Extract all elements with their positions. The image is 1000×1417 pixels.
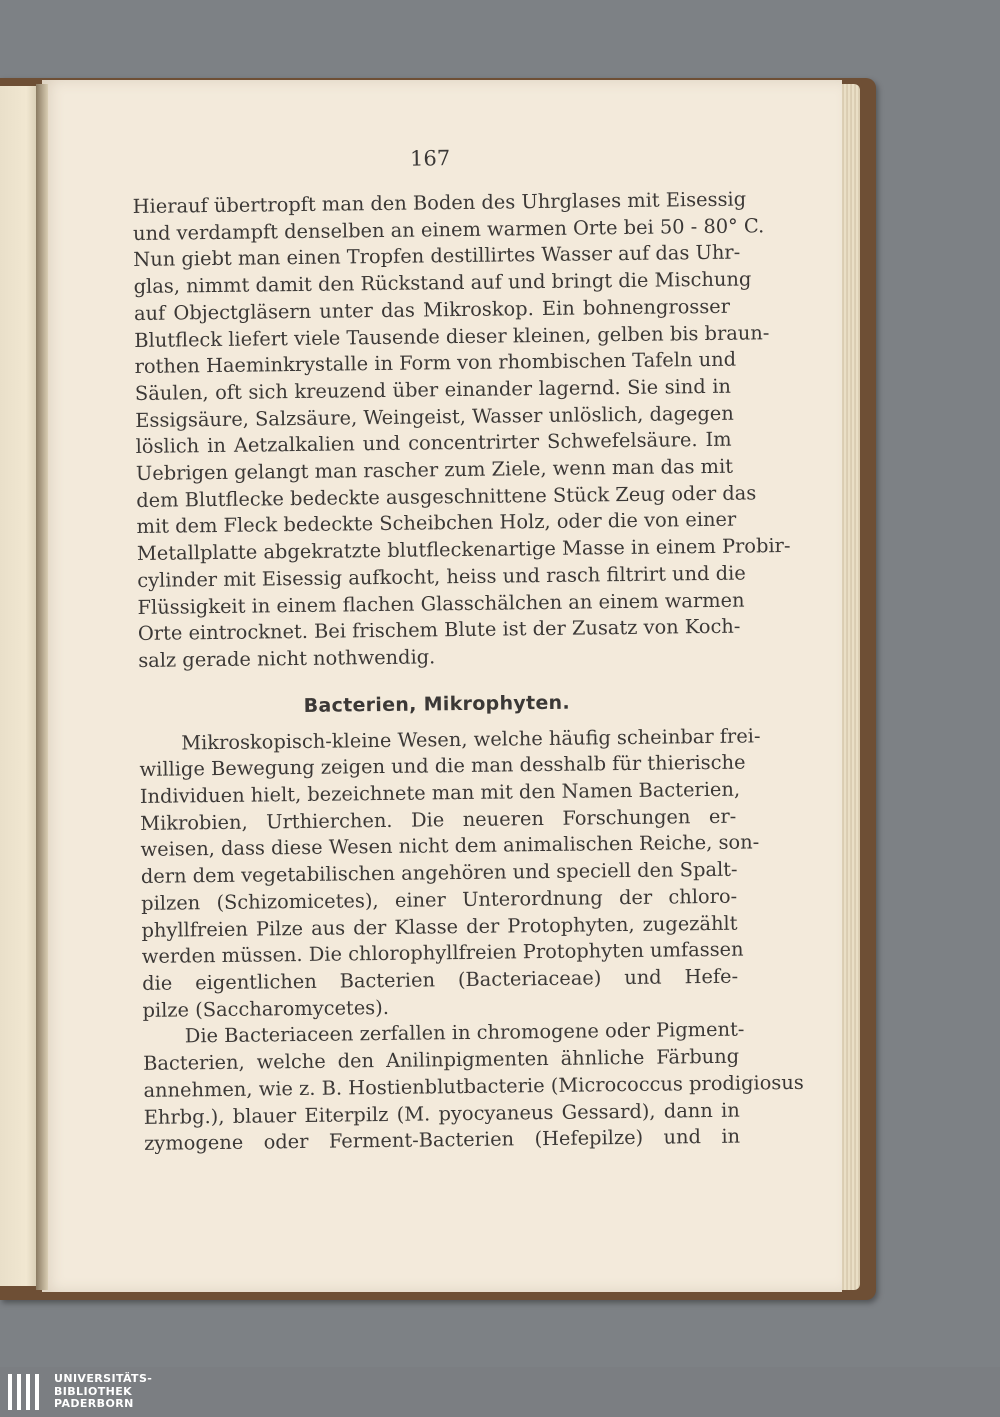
text-line: Flüssigkeit in einem flachen Glasschälchen an einem warmen: [137, 588, 745, 619]
text-line: rothen Haeminkrystalle in Form von rhombischen Tafeln und: [134, 347, 737, 379]
text-line: zymogene oder Ferment-Bacterien (Hefepilze) und in: [143, 1124, 741, 1156]
library-name: [54, 1373, 152, 1411]
text-line: Ehrbg.), blauer Eiterpilz (M. pyocyaneus Gessard), dann in: [143, 1098, 740, 1129]
text-line: Orte eintrocknet. Bei frischem Blute ist der Zusatz von Koch-: [137, 614, 741, 646]
text-line: annehmen, wie z. B. Hostienblutbacterie (Micrococcus prodigiosus: [143, 1070, 804, 1102]
text-line: mit dem Fleck bedeckte Scheibchen Holz, oder die von einer: [136, 508, 737, 539]
text-line: Hierauf übertropft man den Boden des Uhrglases mit Eisessig: [132, 187, 747, 218]
text-line: Essigsäure, Salzsäure, Weingeist, Wasser unlöslich, dagegen: [135, 401, 734, 432]
text-line: Die Bacteriaceen zerfallen in chromogene oder Pigment-: [184, 1017, 745, 1048]
text-line: die eigentlichen Bacterien (Bacteriaceae) und Hefe-: [142, 964, 739, 995]
text-line: cylinder mit Eisessig aufkocht, heiss und rasch filtrirt und die: [137, 561, 746, 592]
text-line: phyllfreien Pilze aus der Klasse der Protophyten, zugezählt: [141, 911, 738, 942]
text-line: salz gerade nicht nothwendig.: [138, 645, 436, 672]
text-line: pilzen (Schizomicetes), einer Unterordnung der chloro-: [141, 884, 738, 915]
book-gutter: [36, 84, 48, 1290]
paragraph-bacterien: [139, 723, 761, 1024]
library-name-line: UNIVERSITÄTS-: [54, 1372, 153, 1385]
library-name-line: BIBLIOTHEK: [54, 1384, 133, 1398]
library-footer: [0, 1367, 1000, 1417]
text-line: Individuen hielt, bezeichnete man mit den Namen Bacterien,: [139, 777, 741, 809]
library-name-line: PADERBORN: [54, 1397, 134, 1410]
page-number: 167: [409, 146, 451, 171]
text-line: löslich in Aetzalkalien und concentrirter Schwefelsäure. Im: [135, 428, 732, 459]
text-line: Nun giebt man einen Tropfen destillirtes Wasser auf das Uhr-: [133, 240, 741, 272]
text-line: weisen, dass diese Wesen nicht dem animalischen Reiche, son-: [140, 830, 760, 862]
text-line: willige Bewegung zeigen und die man desshalb für thierische: [139, 750, 746, 782]
text-line: pilze (Saccharomycetes).: [142, 995, 390, 1022]
text-line: werden müssen. Die chlorophyllfreien Protophyten umfassen: [141, 937, 744, 969]
text-line: und verdampft denselben an einem warmen Orte bei 50 - 80° C.: [132, 213, 765, 245]
paragraph-haemin: [132, 187, 791, 675]
text-line: Mikroskopisch-kleine Wesen, welche häufig scheinbar frei-: [181, 724, 761, 755]
text-line: auf Objectgläsern unter das Mikroskop. Ein bohnengrosser: [133, 294, 731, 325]
paragraph-bacteriaceen: [143, 1017, 804, 1158]
text-line: Uebrigen gelangt man rascher zum Ziele, wenn man das mit: [135, 454, 734, 486]
text-line: Blutfleck liefert viele Tausende dieser kleinen, gelben bis braun-: [134, 320, 770, 352]
page-text: [132, 143, 804, 1158]
text-line: Metallplatte abgekratzte blutfleckenartige Masse in einem Probir-: [136, 534, 791, 566]
text-line: Säulen, oft sich kreuzend über einander lagernd. Sie sind in: [134, 374, 732, 405]
text-line: Bacterien, welche den Anilinpigmenten ähnliche Färbung: [143, 1044, 740, 1076]
section-heading: Bacterien, Mikrophyten.: [303, 691, 571, 717]
text-line: Mikrobien, Urthierchen. Die neueren Forschungen er-: [140, 804, 737, 835]
library-logo-icon: [8, 1374, 46, 1414]
text-line: glas, nimmt damit den Rückstand auf und bringt die Mischung: [133, 267, 752, 299]
text-line: dem Blutflecke bedeckte ausgeschnittene Stück Zeug oder das: [136, 481, 757, 512]
text-line: dern dem vegetabilischen angehören und speciell den Spalt-: [140, 857, 738, 889]
